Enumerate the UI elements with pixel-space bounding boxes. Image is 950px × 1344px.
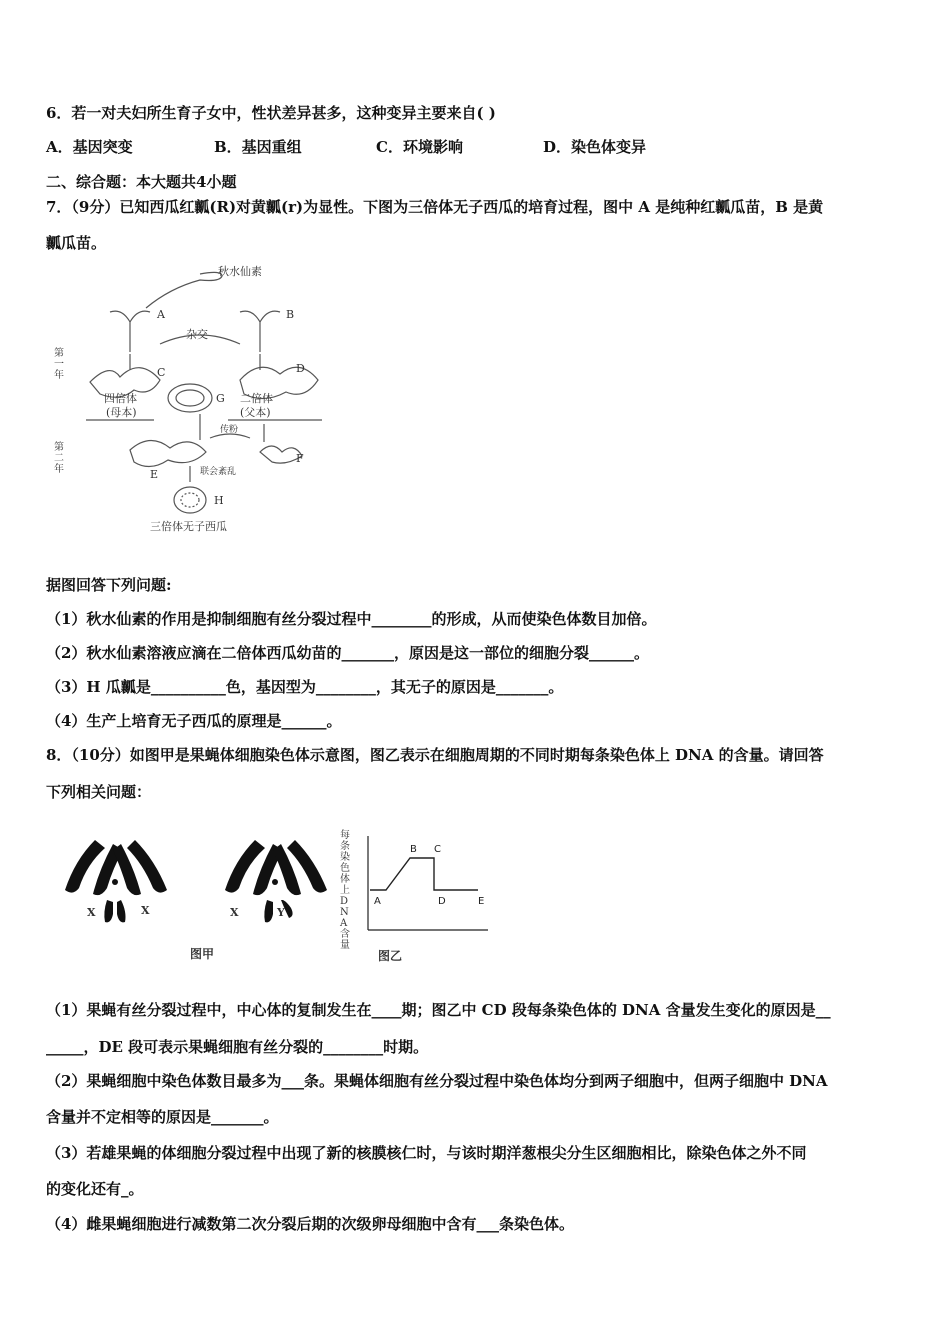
seedling-a <box>110 311 150 352</box>
label-triploid: 三倍体无子西瓜 <box>150 520 227 533</box>
q6-option-b: B．基因重组 <box>214 138 302 156</box>
q7-stem-line1: 7．（9分）已知西瓜红瓤(R)对黄瓤(r)为显性。下图为三倍体无子西瓜的培育过程，图中 A 是纯种红瓤瓜苗，B 是黄 <box>46 198 824 216</box>
point-label-a: A <box>374 896 381 907</box>
label-x2: X <box>141 904 150 917</box>
plant-e <box>130 440 206 466</box>
q8-figure-jia <box>55 830 335 970</box>
q8-figure-yi <box>338 826 498 976</box>
q7-stem-line2: 瓤瓜苗。 <box>46 234 107 252</box>
q8-sub2-line1: （2）果蝇细胞中染色体数目最多为___条。果蝇体细胞有丝分裂过程中染色体均分到两子细胞中，但两子细胞中 DNA <box>46 1072 828 1090</box>
label-g: G <box>216 392 225 405</box>
q8-stem-line1: 8．（10分）如图甲是果蝇体细胞染色体示意图，图乙表示在细胞周期的不同时期每条染色体上 DNA 的含量。请回答 <box>46 746 824 764</box>
q8-stem-line2: 下列相关问题： <box>46 783 152 801</box>
label-c: C <box>157 366 166 379</box>
q7-sub3: （3）H 瓜瓤是__________色，基因型为________，其无子的原因是_______。 <box>46 678 564 696</box>
q6-option-a: A．基因突变 <box>46 138 133 156</box>
q6-stem: 6．若一对夫妇所生育子女中，性状差异甚多，这种变异主要来自( ) <box>46 104 496 122</box>
label-tetraploid: 四倍体 <box>104 392 137 405</box>
q8-sub3-line1: （3）若雄果蝇的体细胞分裂过程中出现了新的核膜核仁时，与该时期洋葱根尖分生区细胞相比，除染色体之外不同 <box>46 1144 807 1162</box>
watermelon-breeding-svg <box>50 262 350 540</box>
fruit-g-inner <box>176 390 204 406</box>
label-year1: 第一年 <box>54 348 64 381</box>
chromosome-svg <box>55 830 335 940</box>
label-hybrid: 杂交 <box>186 328 208 341</box>
label-year2: 第二年 <box>54 442 64 475</box>
dna-content-chart <box>338 826 498 946</box>
label-f: F <box>296 452 304 465</box>
q7-watermelon-diagram <box>50 262 350 540</box>
point-label-c: C <box>434 844 441 855</box>
q7-sub2: （2）秋水仙素溶液应滴在二倍体西瓜幼苗的_______，原因是这一部位的细胞分裂______。 <box>46 644 649 662</box>
label-fertilize: 联会紊乱 <box>200 467 237 477</box>
q8-sub1-line2: _____，DE 段可表示果蝇细胞有丝分裂的________时期。 <box>46 1038 429 1056</box>
fruit-h-inner <box>181 493 199 507</box>
label-x3: X <box>230 906 239 919</box>
dot-chromosome-1 <box>112 879 118 885</box>
caption-jia: 图甲 <box>190 947 215 961</box>
caption-yi: 图乙 <box>378 949 403 963</box>
q8-sub4: （4）雌果蝇细胞进行减数第二次分裂后期的次级卵母细胞中含有___条染色体。 <box>46 1215 574 1233</box>
fruit-h <box>174 487 206 513</box>
label-pollinate: 传粉 <box>220 425 239 435</box>
label-y: Y <box>277 906 285 919</box>
point-label-b: B <box>410 844 417 855</box>
q8-sub3-line2: 的变化还有_。 <box>46 1180 144 1198</box>
label-d: D <box>296 362 305 375</box>
point-label-d: D <box>438 896 446 907</box>
dropper-shape <box>146 272 222 308</box>
label-father: (父本) <box>240 406 271 419</box>
chromosome-1f <box>117 900 126 922</box>
q8-sub1-line1: （1）果蝇有丝分裂过程中，中心体的复制发生在____期；图乙中 CD 段每条染色体的 DNA 含量发生变化的原因是__ <box>46 1001 831 1019</box>
chromosome-1e <box>104 900 113 922</box>
label-mother: (母本) <box>106 406 137 419</box>
dna-content-line <box>370 858 478 890</box>
label-diploid: 二倍体 <box>240 392 273 405</box>
yi-ylabel: 每条染色体上DNA含量 <box>340 830 350 951</box>
label-x1: X <box>87 906 96 919</box>
point-label-e: E <box>478 896 485 907</box>
label-e: E <box>150 468 159 481</box>
q6-option-d: D．染色体变异 <box>543 138 647 156</box>
seedling-b <box>240 311 280 352</box>
section-heading: 二、综合题：本大题共4小题 <box>46 173 237 191</box>
q7-prompt: 据图回答下列问题: <box>46 576 172 594</box>
q7-sub1: （1）秋水仙素的作用是抑制细胞有丝分裂过程中________的形成，从而使染色体数目加倍。 <box>46 610 657 628</box>
chromosome-2e <box>264 900 273 922</box>
q6-option-c: C．环境影响 <box>376 138 463 156</box>
q7-sub4: （4）生产上培育无子西瓜的原理是______。 <box>46 712 342 730</box>
dot-chromosome-2 <box>272 879 278 885</box>
label-b: B <box>286 308 295 321</box>
label-a: A <box>157 308 165 321</box>
q8-sub2-line2: 含量并不定相等的原因是_______。 <box>46 1108 279 1126</box>
label-h: H <box>214 494 224 507</box>
fruit-g <box>168 384 212 412</box>
label-colchicine: 秋水仙素 <box>218 265 262 278</box>
